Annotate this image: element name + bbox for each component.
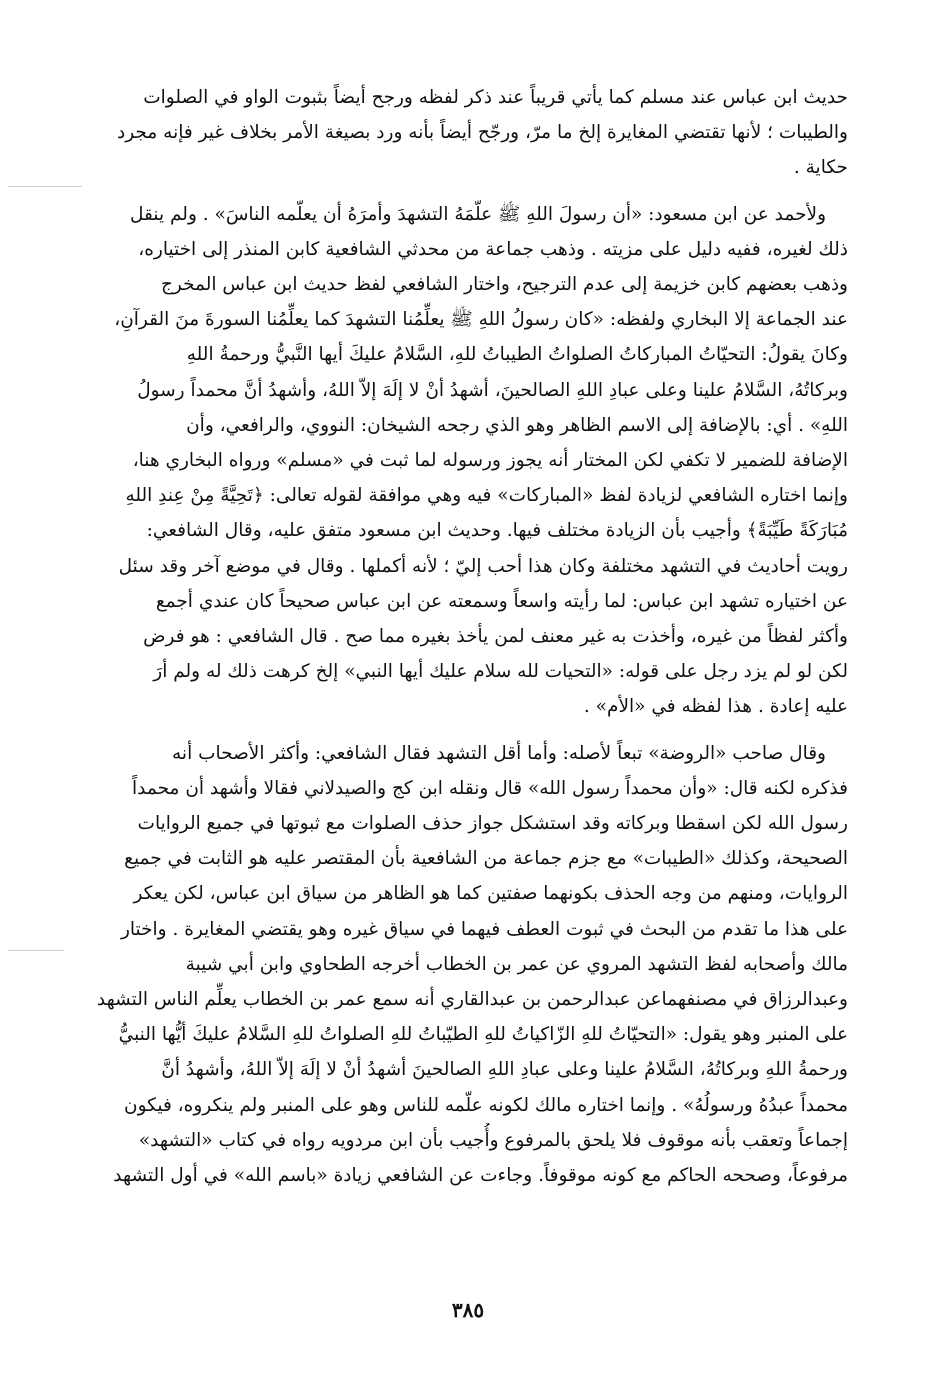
text-line: وأكثر لفظاً من غيره، وأخذت به غير معنف لمن يأخذ بغيره مما صح . قال الشافعي : هو فرض bbox=[143, 626, 848, 648]
text-line: مالك وأصحابه لفظ التشهد المروي عن عمر بن الخطاب أخرجه الطحاوي وابن أبي شيبة bbox=[185, 953, 848, 975]
text-line: الروايات، ومنهم من وجه الحذف بكونهما صفتين كما هو الظاهر من سياق ابن عباس، لكن يعكر bbox=[133, 883, 848, 905]
text-line: والطيبات ؛ لأنها تقتضي المغايرة إلخ ما مرّ، ورجّح أيضاً بأنه ورد بصيغة الأمر بخلاف غير فإنه مجرد bbox=[116, 122, 848, 144]
page-number: ٣٨٥ bbox=[451, 1298, 485, 1322]
text-line: وقال صاحب «الروضة» تبعاً لأصله: وأما أقل التشهد فقال الشافعي: وأكثر الأصحاب أنه bbox=[172, 742, 826, 764]
text-line: فذكره لكنه قال: «وأن محمداً رسول الله» قال ونقله ابن كج والصيدلاني فقالا وأشهد أن محمداً bbox=[132, 777, 848, 799]
text-line: وبركاتُهُ، السَّلامُ علينا وعلى عبادِ اللهِ الصالحينَ، أشهدُ أنْ لا إلَهَ إلاّ اللهُ، وأشهدُ أنَّ محمداً رسولُ bbox=[137, 379, 848, 401]
scan-edge-mark-top bbox=[8, 186, 82, 187]
text-line: على المنبر وهو يقول: «التحيّاتُ للهِ الزّاكياتُ للهِ الطيّباتُ للهِ الصلواتُ للهِ السَّلامُ عليكَ أيُّها النبيُّ bbox=[118, 1024, 848, 1046]
text-line: عن اختياره تشهد ابن عباس: لما رأيته واسعاً وسمعته عن ابن عباس صحيحاً كان عندي أجمع bbox=[155, 590, 848, 612]
text-line: وكانَ يقولُ: التحيّاتُ المباركاتُ الصلواتُ الطيباتُ للهِ، السَّلامُ عليكَ أيها النَّبيُّ ورحمةُ اللهِ bbox=[186, 344, 848, 366]
text-line: محمداً عبدُهُ ورسولُهُ» . وإنما اختاره مالك لكونه علّمه للناس وهو على المنبر ولم ينكروه، فيكون bbox=[124, 1094, 848, 1116]
text-line: عند الجماعة إلا البخاري ولفظه: «كان رسولُ اللهِ ﷺ يعلِّمُنا التشهدَ كما يعلِّمُنا السورةَ منَ القرآنِ، bbox=[114, 309, 848, 331]
text-line: مُبَارَكَةً طَيِّبَةً﴾ وأجيب بأن الزيادة مختلف فيها. وحديث ابن مسعود متفق عليه، وقال الشافعي: bbox=[146, 520, 848, 542]
scan-edge-mark-middle bbox=[8, 950, 64, 951]
text-line: إجماعاً وتعقب بأنه موقوف فلا يلحق بالمرفوع وأُجيب بأن ابن مردويه رواه في كتاب «التشهد» bbox=[138, 1129, 848, 1151]
text-line: وذهب بعضهم كابن خزيمة إلى عدم الترجيح، واختار الشافعي لفظ حديث ابن عباس المخرج bbox=[160, 274, 848, 296]
text-line: ورحمةُ اللهِ وبركاتُهُ، السَّلامُ علينا وعلى عبادِ اللهِ الصالحينَ أشهدُ أنْ لا إلَهَ إلاّ اللهُ، وأشهدُ أنَّ bbox=[161, 1059, 848, 1081]
text-line: عليه إعادة . هذا لفظه في «الأم» . bbox=[583, 696, 848, 718]
text-line: اللهِ» . أي: بالإضافة إلى الاسم الظاهر وهو الذي رجحه الشيخان: النووي، والرافعي، وأن bbox=[186, 414, 848, 436]
text-line: رسول الله لكن اسقطا وبركاته وقد استشكل جواز حذف الصلوات مع ثبوتها في جميع الروايات bbox=[137, 813, 848, 835]
text-line: وإنما اختاره الشافعي لزيادة لفظ «المباركات» فيه وهي موافقة لقوله تعالى: ﴿تَحِيَّةً مِنْ عِندِ اللهِ bbox=[125, 485, 848, 507]
text-line: رويت أحاديث في التشهد مختلفة وكان هذا أحب إليّ ؛ لأنه أكملها . وقال في موضع آخر وقد سئل bbox=[118, 555, 848, 577]
text-line: ولأحمد عن ابن مسعود: «أن رسولَ اللهِ ﷺ علّمَهُ التشهدَ وأمرَهُ أن يعلّمه الناسَ» . ولم ينقل bbox=[130, 203, 826, 225]
text-line: حكاية . bbox=[793, 157, 848, 179]
paragraph-2 bbox=[88, 197, 848, 725]
text-line: الصحيحة، وكذلك «الطيبات» مع جزم جماعة من الشافعية بأن المقتصر عليه هو الثابت في جميع bbox=[124, 848, 848, 870]
text-line: الإضافة للضمير لا تكفي لكن المختار أنه يجوز ورسوله لما ثبت في «مسلم» ورواه البخاري هنا، bbox=[132, 450, 848, 472]
text-line: لكن لو لم يزد رجل على قوله: «التحيات لله سلام عليك أيها النبي» إلخ كرهت ذلك له ولم أرَ bbox=[153, 661, 848, 683]
text-line: حديث ابن عباس عند مسلم كما يأتي قريباً عند ذكر لفظه ورجح أيضاً بثبوت الواو في الصلوات bbox=[143, 87, 848, 108]
text-line: ذلك لغيره، ففيه دليل على مزيته . وذهب جماعة من محدثي الشافعية كابن المنذر إلى اختياره، bbox=[138, 238, 848, 260]
page-body bbox=[88, 80, 848, 1193]
text-line: على هذا ما تقدم من البحث في ثبوت العطف فيهما في سياق غيره وهو يقتضي المغايرة . واختار bbox=[120, 918, 848, 940]
paragraph-3 bbox=[88, 736, 848, 1194]
text-line: وعبدالرزاق في مصنفهماعن عبدالرحمن بن عبدالقاري أنه سمع عمر بن الخطاب يعلِّم الناس التشهد bbox=[96, 989, 848, 1011]
text-line: مرفوعاً، وصححه الحاكم مع كونه موقوفاً. وجاءت عن الشافعي زيادة «باسم الله» في أول التشهد bbox=[113, 1165, 848, 1187]
paragraph-1 bbox=[88, 80, 848, 186]
